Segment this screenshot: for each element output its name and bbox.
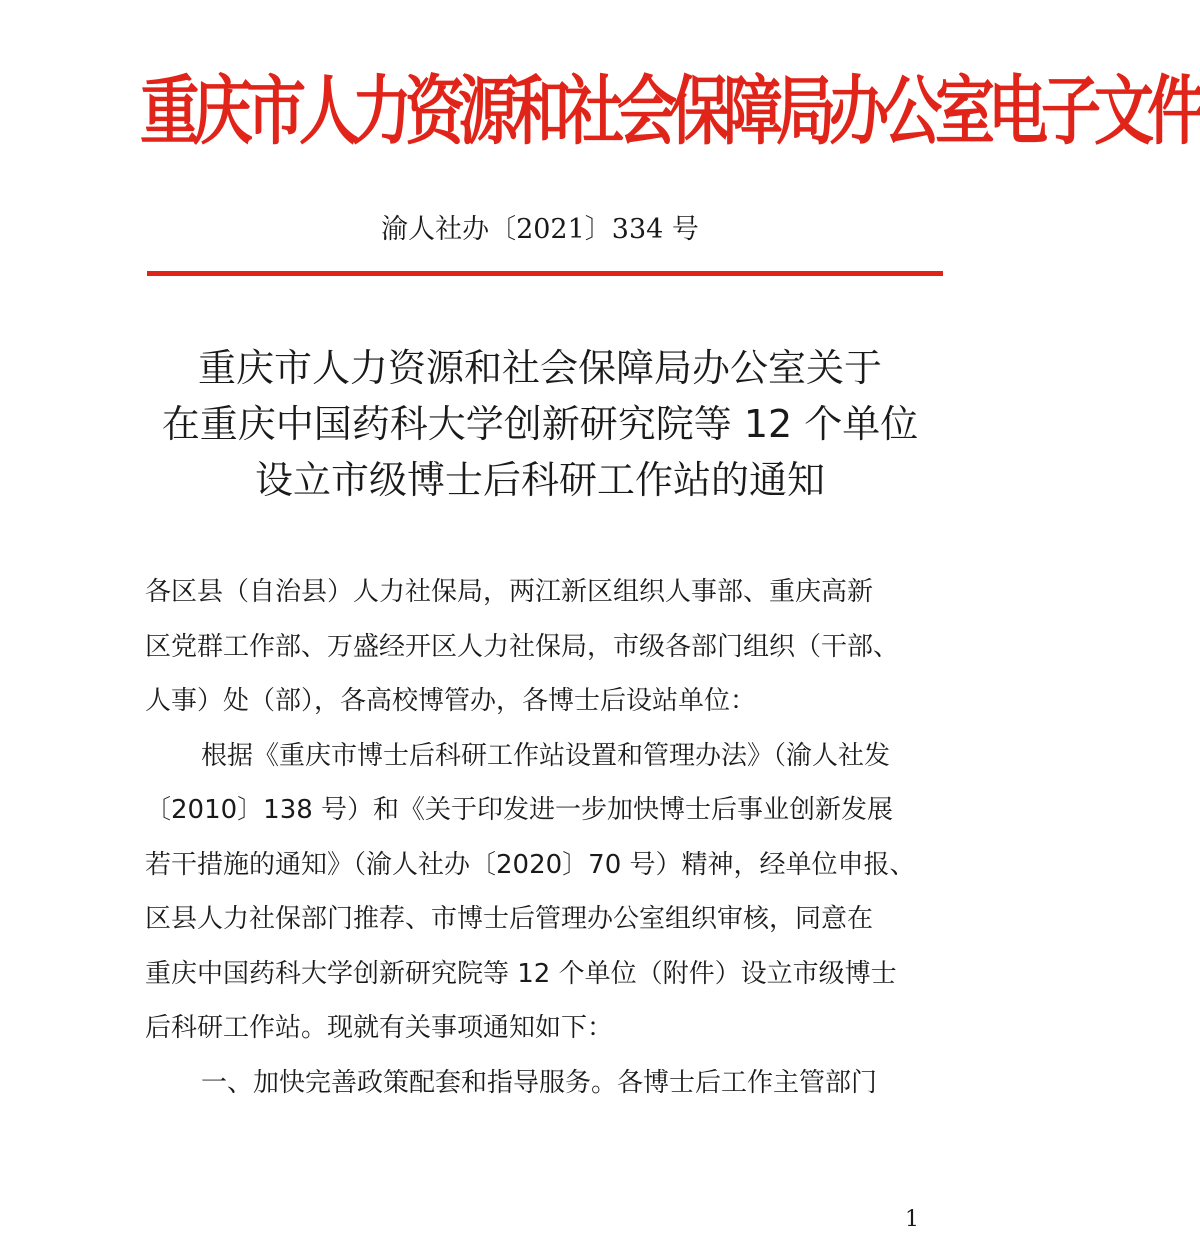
- body-line: 〔2010〕138 号）和《关于印发进一步加快博士后事业创新发展: [145, 795, 894, 825]
- notice-title: [0, 340, 1080, 508]
- title-line: 设立市级博士后科研工作站的通知: [254, 458, 825, 502]
- body-line: 若干措施的通知》（渝人社办〔2020〕70 号）精神，经单位申报、: [145, 849, 916, 880]
- red-divider-rule: [147, 271, 943, 276]
- body-line: 区县人力社保部门推荐、市博士后管理办公室组织审核，同意在: [145, 904, 874, 934]
- body-line: 重庆中国药科大学创新研究院等 12 个单位（附件）设立市级博士: [145, 958, 897, 989]
- body-line: 根据《重庆市博士后科研工作站设置和管理办法》（渝人社发: [201, 740, 891, 771]
- page-number: 1: [905, 1207, 919, 1232]
- masthead-title: 重庆市人力资源和社会保障局办公室电子文件: [140, 68, 1200, 156]
- body-line: 后科研工作站。现就有关事项通知如下：: [145, 1013, 614, 1043]
- body-line: 一、加快完善政策配套和指导服务。各博士后工作主管部门: [201, 1067, 878, 1098]
- body-line: 人事）处（部），各高校博管办，各博士后设站单位：: [145, 686, 757, 716]
- body-line: 各区县（自治县）人力社保局，两江新区组织人事部、重庆高新: [145, 577, 874, 607]
- title-line: 重庆市人力资源和社会保障局办公室关于: [197, 346, 882, 390]
- document-number: 渝人社办〔2021〕334 号: [381, 214, 699, 245]
- title-line: 在重庆中国药科大学创新研究院等 12 个单位: [161, 402, 919, 446]
- body-line: 区党群工作部、万盛经开区人力社保局，市级各部门组织（干部、: [145, 631, 900, 662]
- notice-body: [145, 565, 955, 1110]
